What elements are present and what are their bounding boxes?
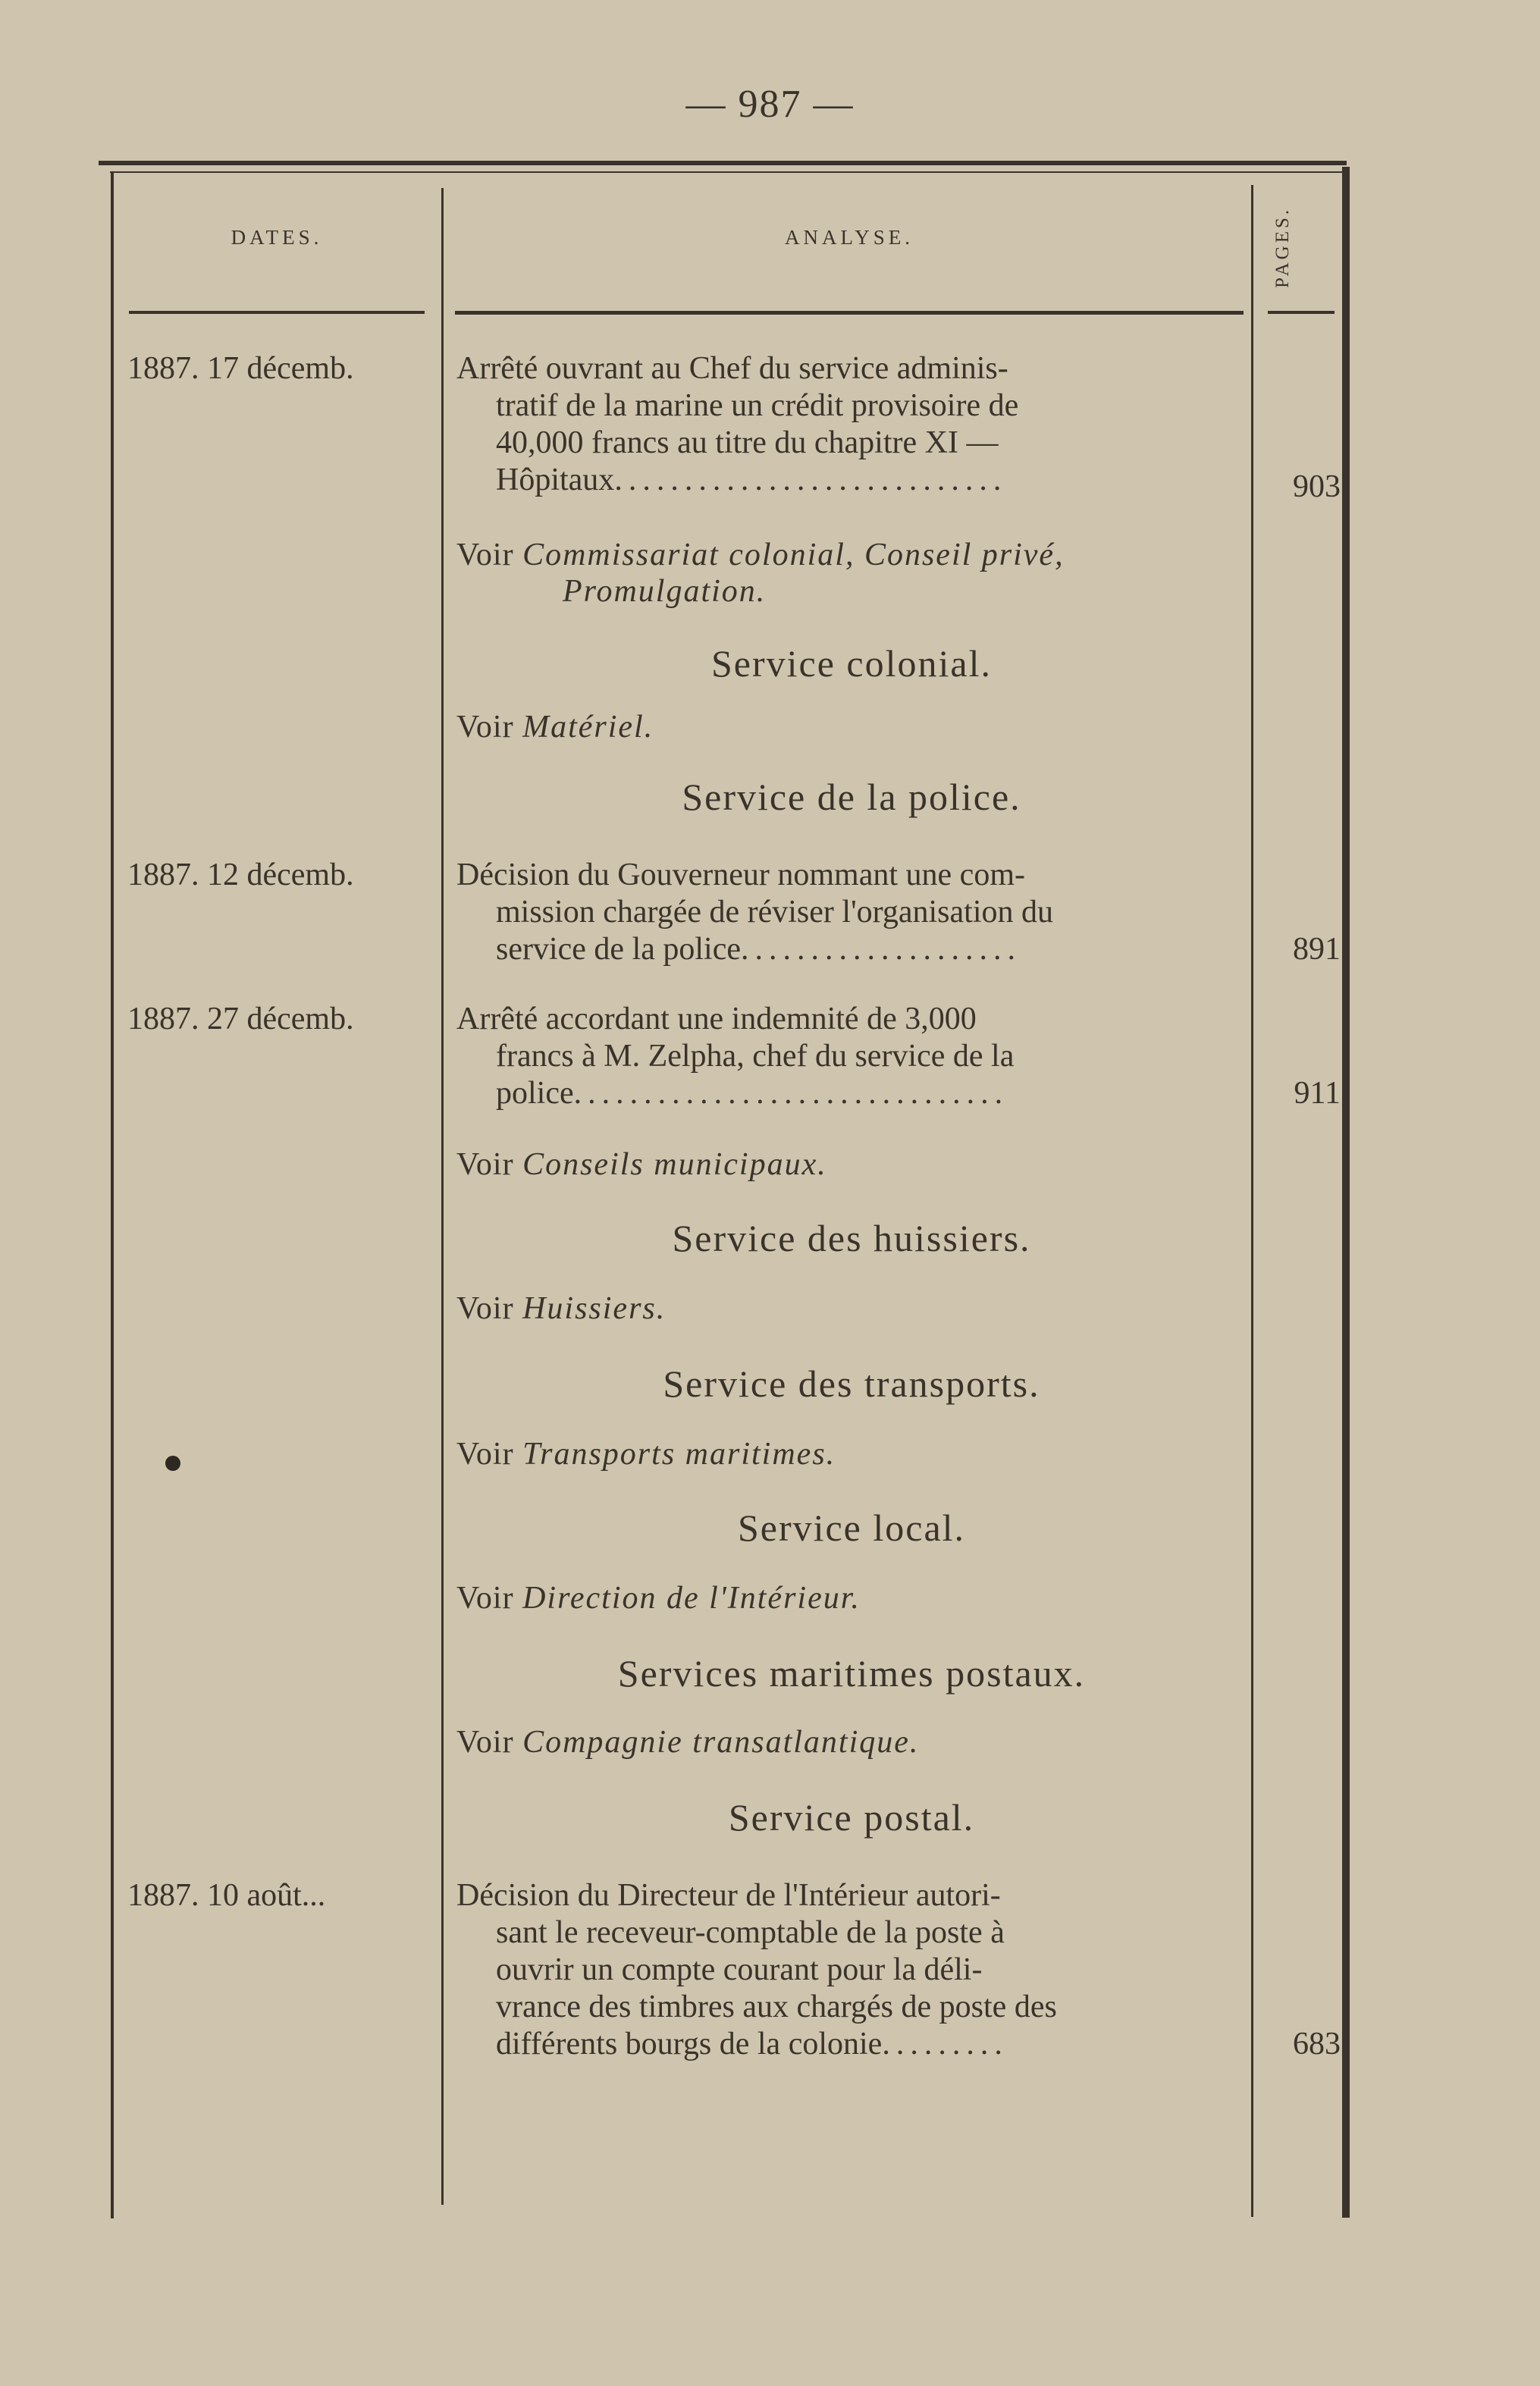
table-top-rule bbox=[99, 161, 1347, 165]
header-rule-analyse bbox=[455, 311, 1244, 315]
voir-label: Voir bbox=[456, 1725, 514, 1760]
entry-line: différents bourgs de la colonie bbox=[496, 2027, 883, 2061]
entry-line: francs à M. Zelpha, chef du service de la bbox=[496, 1039, 1015, 1074]
entry-line: Décision du Gouverneur nommant une com- bbox=[456, 858, 1025, 892]
voir-reference bbox=[456, 1290, 1247, 1327]
section-heading: Service des transports. bbox=[663, 1362, 1040, 1405]
voir-label: Voir bbox=[456, 1581, 514, 1616]
reference-link: Huissiers. bbox=[522, 1291, 666, 1326]
reference-link: Conseils municipaux. bbox=[522, 1147, 827, 1182]
header-dates: DATES. bbox=[231, 226, 323, 249]
reference-link: Transports maritimes. bbox=[522, 1437, 836, 1472]
entry-line: Arrêté accordant une indemnité de 3,000 bbox=[456, 1002, 977, 1036]
reference-link: Compagnie transatlantique. bbox=[522, 1725, 920, 1760]
entry-line: Hôpitaux bbox=[496, 462, 615, 497]
entry-line: tratif de la marine un crédit provisoire de bbox=[496, 388, 1019, 423]
header-rule-pages bbox=[1268, 311, 1335, 314]
section-heading: Service de la police. bbox=[682, 776, 1021, 818]
entry-date: 1887. 10 août... bbox=[127, 1878, 326, 1913]
voir-label: Voir bbox=[456, 710, 514, 745]
header-analyse: ANALYSE. bbox=[784, 226, 914, 249]
entry-date: 1887. 17 décemb. bbox=[127, 351, 354, 386]
voir-label: Voir bbox=[456, 1437, 514, 1472]
voir-reference bbox=[456, 1436, 1247, 1472]
voir-reference bbox=[456, 709, 1247, 745]
page-ref: 683 bbox=[1293, 2027, 1341, 2061]
reference-link: Matériel. bbox=[522, 710, 654, 745]
header-rule-dates bbox=[129, 311, 425, 314]
reference-link: Commissariat colonial, Conseil privé, bbox=[522, 538, 1065, 572]
ink-spot bbox=[165, 1456, 180, 1471]
dot-leader: ............................... bbox=[573, 1076, 1009, 1111]
entry-text bbox=[456, 1877, 1247, 2063]
entry-line: 40,000 francs au titre du chapitre XI — bbox=[496, 425, 999, 460]
voir-label: Voir bbox=[456, 1147, 514, 1182]
reference-link: Direction de l'Intérieur. bbox=[522, 1581, 861, 1616]
voir-label: Voir bbox=[456, 1291, 514, 1326]
entry-line: sant le receveur-comptable de la poste à bbox=[496, 1915, 1005, 1950]
dot-leader: .................... bbox=[741, 932, 1021, 967]
section-heading: Services maritimes postaux. bbox=[617, 1652, 1086, 1695]
page-ref: 891 bbox=[1293, 932, 1341, 967]
left-border bbox=[111, 171, 114, 2218]
voir-reference bbox=[456, 537, 1247, 610]
table-top-rule-thin bbox=[110, 171, 1347, 173]
section-heading: Service colonial. bbox=[711, 642, 992, 685]
voir-reference bbox=[456, 1146, 1247, 1183]
entry-text bbox=[456, 350, 1247, 499]
entry-line: police bbox=[496, 1076, 574, 1111]
voir-reference bbox=[456, 1580, 1247, 1616]
entry-line: Décision du Directeur de l'Intérieur autori- bbox=[456, 1878, 1001, 1913]
header-pages: PAGES. bbox=[1272, 206, 1293, 288]
entry-line: vrance des timbres aux chargés de poste des bbox=[496, 1989, 1057, 2024]
dot-leader: ............................ bbox=[614, 462, 1008, 497]
section-heading: Service postal. bbox=[728, 1796, 975, 1839]
entry-line: ouvrir un compte courant pour la déli- bbox=[496, 1952, 983, 1987]
voir-label: Voir bbox=[456, 538, 514, 572]
entry-text bbox=[456, 857, 1247, 968]
voir-reference bbox=[456, 1724, 1247, 1760]
dates-column-divider bbox=[441, 188, 444, 2205]
entry-date: 1887. 12 décemb. bbox=[127, 858, 354, 892]
page-ref: 903 bbox=[1293, 469, 1341, 504]
right-border bbox=[1342, 167, 1350, 2218]
page-ref: 911 bbox=[1294, 1076, 1341, 1111]
dot-leader: ......... bbox=[882, 2027, 1008, 2061]
section-heading: Service des huissiers. bbox=[672, 1217, 1031, 1259]
reference-link: Promulgation. bbox=[563, 574, 767, 609]
page-number: — 987 — bbox=[685, 83, 855, 126]
entry-text bbox=[456, 1001, 1247, 1112]
entry-line: mission chargée de réviser l'organisation du bbox=[496, 895, 1053, 930]
entry-date: 1887. 27 décemb. bbox=[127, 1002, 354, 1036]
section-heading: Service local. bbox=[737, 1507, 966, 1549]
entry-line: service de la police bbox=[496, 932, 741, 967]
entry-line: Arrêté ouvrant au Chef du service adminis- bbox=[456, 351, 1008, 386]
